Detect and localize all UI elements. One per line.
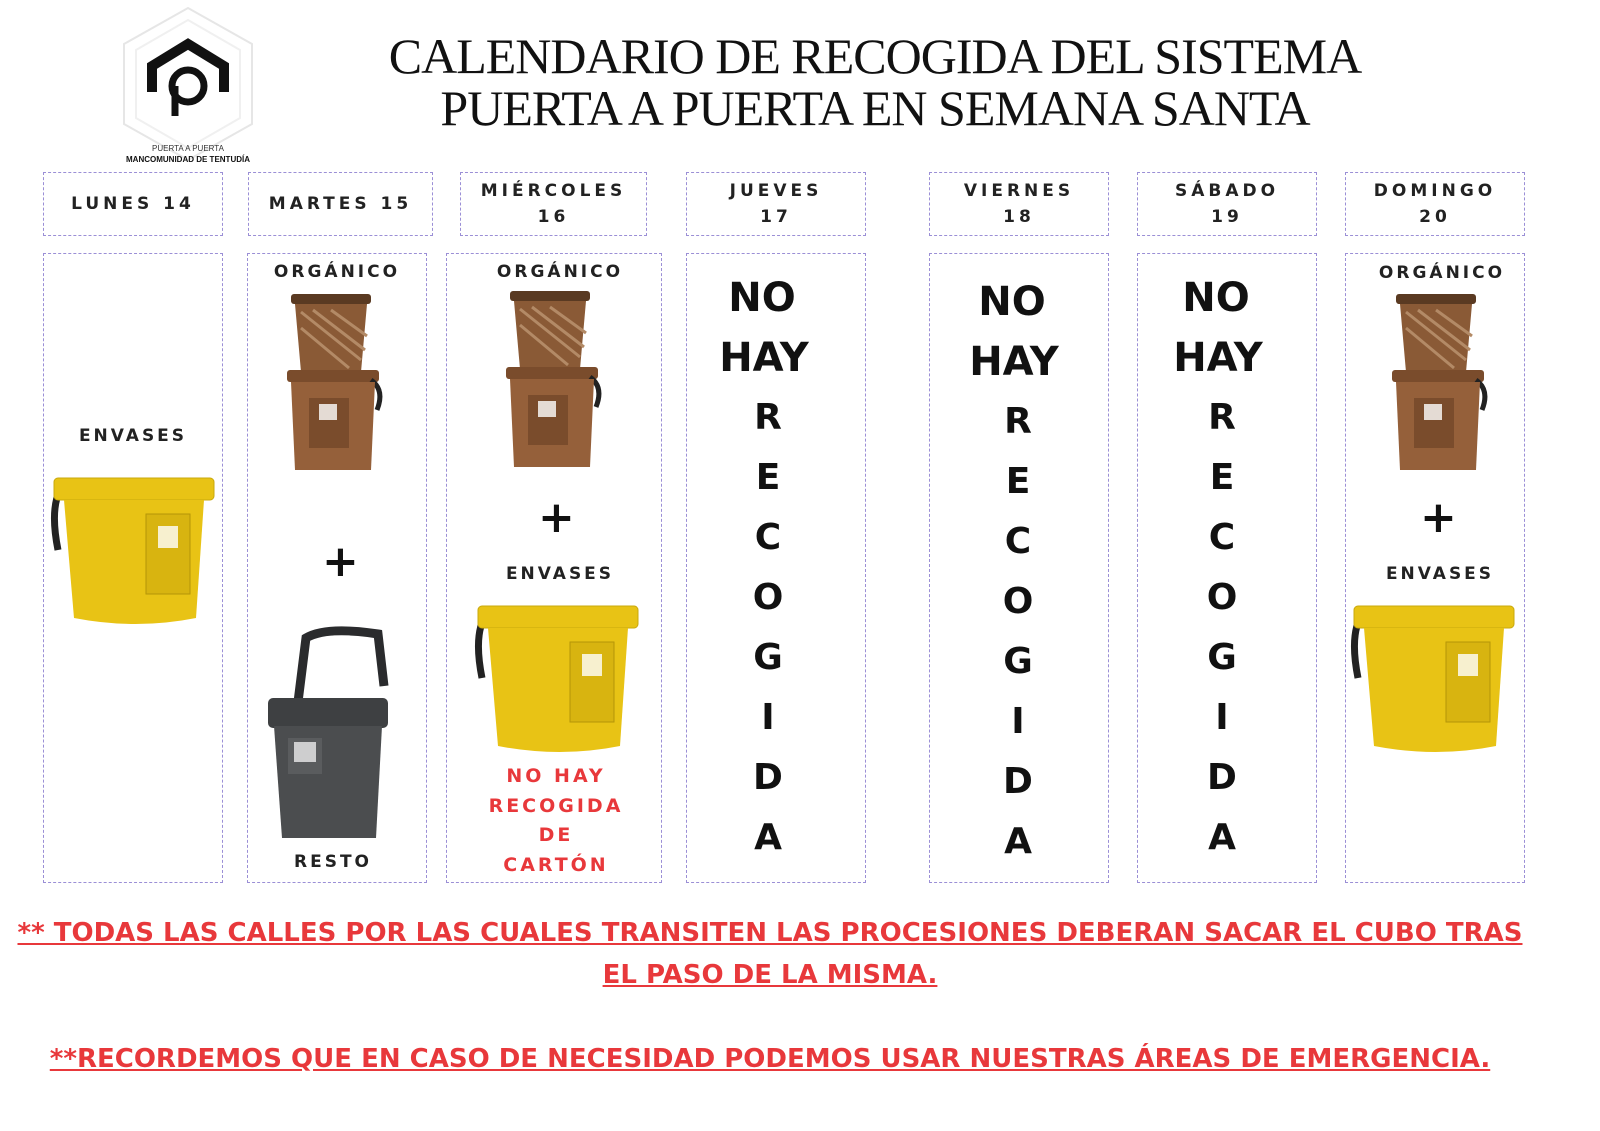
no-word: NO bbox=[1182, 275, 1250, 321]
note-line: EL PASO DE LA MISMA. bbox=[602, 960, 938, 990]
letter: E bbox=[1005, 461, 1031, 502]
no-word: NO bbox=[728, 275, 796, 321]
title-line-2: PUERTA A PUERTA EN SEMANA SANTA bbox=[440, 80, 1310, 136]
brown-bin-icon bbox=[285, 290, 385, 475]
note-line: DE bbox=[538, 824, 574, 846]
page-title bbox=[290, 30, 1460, 134]
letter: C bbox=[1004, 521, 1032, 562]
logo bbox=[112, 4, 264, 164]
label-envases: ENVASES bbox=[505, 564, 615, 584]
hay-word: HAY bbox=[719, 335, 809, 381]
letter: R bbox=[754, 397, 782, 438]
day-header-miercoles bbox=[460, 172, 647, 236]
grey-bin-icon bbox=[266, 626, 390, 844]
plus-sign: + bbox=[538, 492, 575, 543]
no-hay-recogida-viernes bbox=[966, 272, 1066, 872]
label-organico: ORGÁNICO bbox=[1378, 263, 1506, 283]
day-header-sabado bbox=[1137, 172, 1317, 236]
label-organico: ORGÁNICO bbox=[496, 262, 624, 282]
letter: D bbox=[1003, 761, 1033, 802]
title-line-1: CALENDARIO DE RECOGIDA DEL SISTEMA bbox=[388, 28, 1362, 84]
letter: D bbox=[753, 757, 783, 798]
plus-sign: + bbox=[322, 536, 359, 587]
day-header-lunes bbox=[43, 172, 223, 236]
hay-word: HAY bbox=[969, 339, 1059, 385]
note-line: ** TODAS LAS CALLES POR LAS CUALES TRANSITEN LAS PROCESIONES DEBERAN SACAR EL CUBO TRAS bbox=[17, 918, 1523, 948]
letter: C bbox=[1208, 517, 1236, 558]
logo-organization: MANCOMUNIDAD DE TENTUDÍA bbox=[126, 155, 250, 164]
letter: E bbox=[1209, 457, 1235, 498]
day-header-domingo bbox=[1345, 172, 1525, 236]
no-hay-recogida-sabado bbox=[1170, 268, 1270, 868]
label-organico: ORGÁNICO bbox=[273, 262, 401, 282]
yellow-bin-icon bbox=[50, 470, 218, 630]
brown-bin-icon bbox=[1390, 290, 1490, 475]
day-label: JUEVES 17 bbox=[729, 181, 823, 227]
letter: O bbox=[752, 577, 784, 618]
letter: I bbox=[1011, 701, 1025, 742]
letter: I bbox=[1215, 697, 1229, 738]
brown-bin-icon bbox=[504, 287, 604, 472]
no-carton-note bbox=[466, 762, 646, 880]
letter: E bbox=[755, 457, 781, 498]
letter: I bbox=[761, 697, 775, 738]
letter: G bbox=[1003, 641, 1033, 682]
letter: A bbox=[1004, 821, 1032, 862]
day-label: VIERNES 18 bbox=[963, 181, 1075, 227]
plus-sign: + bbox=[1420, 492, 1457, 543]
hay-word: HAY bbox=[1173, 335, 1263, 381]
emergency-note: **RECORDEMOS QUE EN CASO DE NECESIDAD PODEMOS USAR NUESTRAS ÁREAS DE EMERGENCIA. bbox=[49, 1044, 1491, 1074]
day-label: MARTES 15 bbox=[268, 194, 413, 214]
note-line: NO HAY bbox=[506, 765, 606, 787]
yellow-bin-icon bbox=[474, 598, 642, 758]
day-label: DOMINGO 20 bbox=[1373, 181, 1497, 227]
letter: R bbox=[1208, 397, 1236, 438]
letter: O bbox=[1002, 581, 1034, 622]
label-resto: RESTO bbox=[294, 852, 372, 872]
letter: G bbox=[1207, 637, 1237, 678]
label-envases: ENVASES bbox=[1385, 564, 1495, 584]
yellow-bin-icon bbox=[1350, 598, 1518, 758]
day-header-martes bbox=[248, 172, 433, 236]
day-label: MIÉRCOLES 16 bbox=[480, 181, 627, 227]
letter: R bbox=[1004, 401, 1032, 442]
letter: G bbox=[753, 637, 783, 678]
day-label: SÁBADO 19 bbox=[1174, 181, 1280, 227]
letter: C bbox=[754, 517, 782, 558]
day-header-jueves bbox=[686, 172, 866, 236]
day-header-viernes bbox=[929, 172, 1109, 236]
no-word: NO bbox=[978, 279, 1046, 325]
letter: D bbox=[1207, 757, 1237, 798]
no-hay-recogida-jueves bbox=[716, 268, 816, 868]
procession-note bbox=[0, 912, 1570, 996]
letter: A bbox=[1208, 817, 1236, 858]
letter: O bbox=[1206, 577, 1238, 618]
logo-text: PUERTA A PUERTA bbox=[152, 144, 224, 153]
day-label: LUNES 14 bbox=[71, 194, 195, 214]
note-line: RECOGIDA bbox=[488, 794, 624, 817]
letter: A bbox=[754, 817, 782, 858]
label-envases: ENVASES bbox=[78, 426, 188, 446]
note-line: CARTÓN bbox=[503, 853, 609, 876]
